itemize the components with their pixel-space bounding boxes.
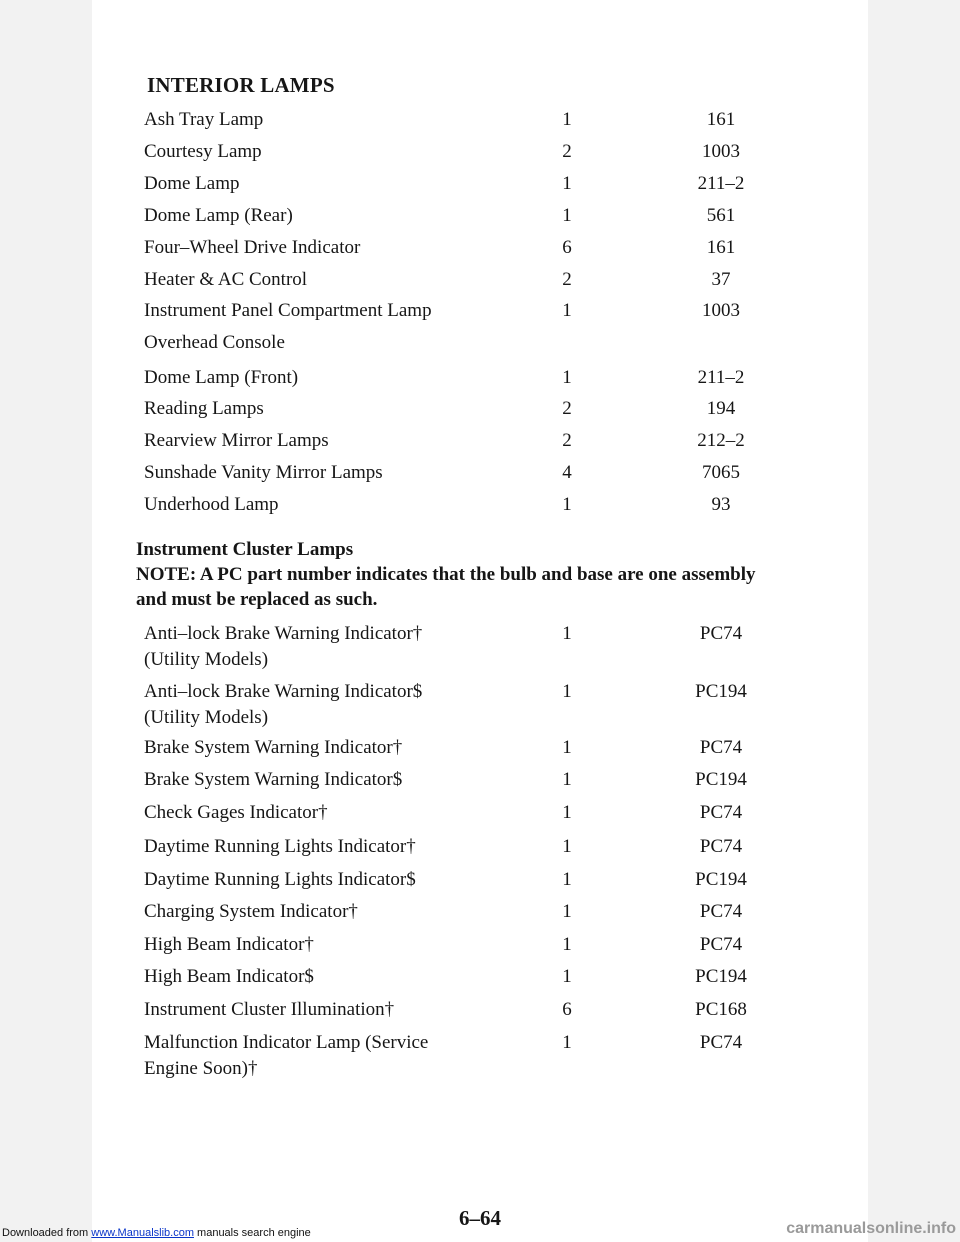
cluster-bulb-number: PC74	[699, 836, 743, 857]
cluster-quantity: 1	[562, 769, 572, 790]
cluster-quantity: 1	[562, 623, 572, 644]
interior-bulb-name: Instrument Panel Compartment Lamp	[144, 300, 432, 321]
cluster-bulb-name-line2: Engine Soon)†	[144, 1058, 258, 1079]
cluster-bulb-number: PC194	[695, 681, 747, 702]
interior-bulb-name: Underhood Lamp	[144, 494, 279, 515]
interior-lamps-title: INTERIOR LAMPS	[147, 73, 335, 97]
cluster-lamps-heading: Instrument Cluster Lamps	[136, 539, 354, 560]
cluster-bulb-number: PC194	[695, 769, 747, 790]
cluster-quantity: 1	[562, 966, 572, 987]
cluster-bulb-name: Daytime Running Lights Indicator$	[144, 869, 416, 890]
cluster-quantity: 1	[562, 836, 572, 857]
interior-bulb-name: Courtesy Lamp	[144, 141, 262, 162]
interior-bulb-name: Four–Wheel Drive Indicator	[144, 237, 361, 258]
cluster-bulb-number: PC74	[699, 1032, 743, 1053]
page-number: 6–64	[459, 1206, 501, 1230]
interior-bulb-number: 1003	[702, 300, 740, 321]
manualslib-link[interactable]: www.Manualslib.com	[91, 1227, 194, 1239]
interior-quantity: 1	[562, 367, 572, 388]
cluster-bulb-name: High Beam Indicator†	[144, 934, 314, 955]
interior-quantity: 2	[562, 141, 572, 162]
cluster-bulb-number: PC194	[695, 869, 747, 890]
cluster-bulb-name: Check Gages Indicator†	[144, 802, 328, 823]
interior-bulb-number: 161	[706, 109, 736, 130]
interior-quantity: 2	[562, 269, 572, 290]
cluster-bulb-name: Brake System Warning Indicator†	[144, 737, 403, 758]
interior-bulb-number: 1003	[702, 141, 740, 162]
interior-bulb-name: Reading Lamps	[144, 398, 264, 419]
download-prefix: Downloaded from	[2, 1227, 92, 1239]
cluster-bulb-name: High Beam Indicator$	[144, 966, 314, 987]
interior-bulb-name: Heater & AC Control	[144, 269, 308, 290]
watermark: carmanualsonline.info	[786, 1220, 956, 1237]
cluster-bulb-name-line2: (Utility Models)	[144, 649, 269, 670]
cluster-bulb-number: PC74	[699, 737, 743, 758]
cluster-lamps-note: NOTE: A PC part number indicates that the bulb and base are one assembly and must be replaced as such.	[136, 564, 756, 610]
interior-bulb-number: 194	[706, 398, 736, 419]
cluster-bulb-name: Daytime Running Lights Indicator†	[144, 836, 416, 857]
interior-quantity: 1	[562, 109, 572, 130]
interior-quantity: 6	[562, 237, 572, 258]
cluster-bulb-name: Instrument Cluster Illumination†	[144, 999, 395, 1020]
cluster-bulb-name-line2: (Utility Models)	[144, 707, 269, 728]
interior-bulb-name: Dome Lamp (Rear)	[144, 205, 293, 226]
interior-bulb-number: 211–2	[697, 173, 745, 194]
interior-bulb-number: 161	[706, 237, 736, 258]
interior-quantity: 2	[562, 430, 572, 451]
download-suffix: manuals search engine	[193, 1227, 311, 1239]
interior-quantity: 1	[562, 300, 572, 321]
cluster-quantity: 1	[562, 802, 572, 823]
cluster-quantity: 1	[562, 901, 572, 922]
cluster-bulb-name: Brake System Warning Indicator$	[144, 769, 403, 790]
cluster-quantity: 6	[562, 999, 572, 1020]
interior-bulb-name: Rearview Mirror Lamps	[144, 430, 329, 451]
download-credit	[2, 1227, 311, 1239]
cluster-bulb-number: PC74	[699, 901, 743, 922]
interior-quantity: 1	[562, 494, 572, 515]
interior-bulb-number: 93	[711, 494, 731, 515]
cluster-bulb-number: PC74	[699, 934, 743, 955]
cluster-quantity: 1	[562, 869, 572, 890]
interior-bulb-name: Sunshade Vanity Mirror Lamps	[144, 462, 383, 483]
cluster-quantity: 1	[562, 934, 572, 955]
interior-bulb-name: Dome Lamp	[144, 173, 240, 194]
interior-bulb-number: 211–2	[697, 367, 745, 388]
interior-bulb-number: 561	[706, 205, 736, 226]
interior-quantity: 1	[562, 173, 572, 194]
interior-bulb-number: 7065	[702, 462, 740, 483]
cluster-bulb-name: Anti–lock Brake Warning Indicator†	[144, 623, 423, 644]
cluster-quantity: 1	[562, 1032, 572, 1053]
cluster-bulb-name: Malfunction Indicator Lamp (Service	[144, 1032, 429, 1053]
cluster-bulb-name: Anti–lock Brake Warning Indicator$	[144, 681, 423, 702]
interior-quantity: 1	[562, 205, 572, 226]
cluster-bulb-number: PC194	[695, 966, 747, 987]
interior-bulb-name: Overhead Console	[144, 332, 285, 353]
cluster-bulb-number: PC168	[695, 999, 747, 1020]
cluster-quantity: 1	[562, 681, 572, 702]
interior-bulb-name: Ash Tray Lamp	[144, 109, 264, 130]
interior-bulb-number: 212–2	[697, 430, 745, 451]
cluster-bulb-number: PC74	[699, 802, 743, 823]
interior-bulb-number: 37	[711, 269, 731, 290]
cluster-quantity: 1	[562, 737, 572, 758]
cluster-bulb-name: Charging System Indicator†	[144, 901, 358, 922]
cluster-bulb-number: PC74	[699, 623, 743, 644]
interior-quantity: 2	[562, 398, 572, 419]
interior-bulb-name: Dome Lamp (Front)	[144, 367, 299, 388]
interior-quantity: 4	[562, 462, 572, 483]
